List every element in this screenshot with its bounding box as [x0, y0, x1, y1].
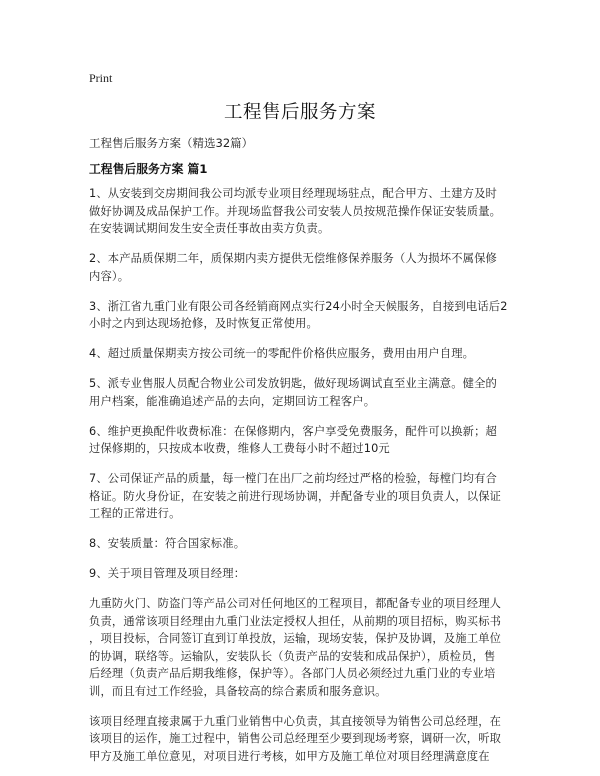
paragraph [89, 595, 517, 700]
paragraph-line: 9、关于项目管理及项目经理： [89, 567, 246, 580]
paragraph [89, 375, 517, 410]
paragraph-line: 该项目经理直接隶属于九重门业销售中心负责，其直接领导为销售公司总经理，在 [89, 714, 502, 728]
paragraph [89, 565, 517, 583]
paragraph-line: 过保修期的，只按成本收费，维修人工费每小时不超过10元 [89, 442, 390, 455]
paragraph-line: 九重防火门、防盗门等产品公司对任何地区的工程项目，都配备专业的项目经理人 [89, 597, 502, 610]
document-subtitle: 工程售后服务方案（精选32篇） [89, 136, 254, 150]
paragraph-line: 3、浙江省九重门业有限公司各经销商网点实行24小时全天候服务，自接到电话后2 [89, 299, 508, 313]
paragraph-line: ，项目投标，合同签订直到订单投放，运输，现场安装，保护及协调，及施工单位 [89, 632, 502, 645]
paragraph-line: 4、超过质量保期卖方按公司统一的零配件价格供应服务，费用由用户自理。 [89, 347, 475, 360]
paragraph-line: 2、本产品质保期二年，质保期内卖方提供无偿维修保养服务（人为损坏不属保修 [89, 252, 497, 265]
paragraph-line: 的协调，联络等。运输队，安装队长（负责产品的安装和成品保护），质检员，售 [89, 649, 496, 663]
paragraph-line: 8、安装质量：符合国家标准。 [89, 537, 246, 550]
section-heading: 工程售后服务方案 篇1 [89, 162, 208, 176]
paragraph [89, 185, 517, 238]
paragraph-line: 训，而且有过工作经验，具备较高的综合素质和服务意识。 [89, 684, 387, 698]
paragraph-line: 甲方及施工单位意见，对项目进行考核，如甲方及施工单位对项目经理满意度在 [89, 749, 490, 763]
paragraph-line: 做好协调及成品保护工作。并现场监督我公司安装人员按规范操作保证安装质量。 [89, 204, 502, 218]
paragraph-line: 小时之内到达现场抢修，及时恢复正常使用。 [89, 317, 318, 330]
paragraph-line: 该项目的运作，施工过程中，销售公司总经理至少要到现场考察，调研一次，听取 [89, 732, 502, 745]
paragraph [89, 713, 517, 766]
paragraph [89, 423, 517, 458]
paragraph-line: 工程的正常进行。 [89, 507, 181, 520]
paragraph [89, 345, 517, 363]
print-label[interactable]: Print [89, 71, 113, 85]
page-title: 工程售后服务方案 [223, 102, 376, 123]
paragraph-line: 1、从安装到交房期间我公司均派专业项目经理现场驻点，配合甲方、土建方及时 [89, 187, 497, 200]
paragraph [89, 535, 517, 553]
paragraph-line: 用户档案，能准确追述产品的去向，定期回访工程客户。 [89, 394, 376, 408]
paragraph-line: 格证。防火身份证，在安装之前进行现场协调，并配备专业的项目负责人，以保证 [89, 489, 502, 503]
paragraph-line: 负责，通常该项目经理由九重门业法定授权人担任，从前期的项目招标，购买标书 [89, 614, 502, 628]
paragraph-line: 6、维护更换配件收费标准：在保修期内，客户享受免费服务，配件可以换新；超 [89, 424, 497, 438]
paragraph [89, 470, 517, 523]
paragraph-line: 内容）。 [89, 269, 130, 283]
document-body [89, 185, 517, 776]
paragraph-line: 后经理（负责产品后期我维修，保护等）。各部门人员必须经过九重门业的专业培 [89, 667, 496, 680]
paragraph [89, 250, 517, 285]
paragraph-line: 7、公司保证产品的质量，每一樘门在出厂之前均经过严格的检验，每樘门均有合 [89, 472, 497, 485]
paragraph [89, 298, 517, 333]
paragraph-line: 5、派专业售服人员配合物业公司发放钥匙，做好现场调试直至业主满意。健全的 [89, 377, 497, 390]
paragraph-line: 在安装调试期间发生安全责任事故由卖方负责。 [89, 222, 330, 235]
